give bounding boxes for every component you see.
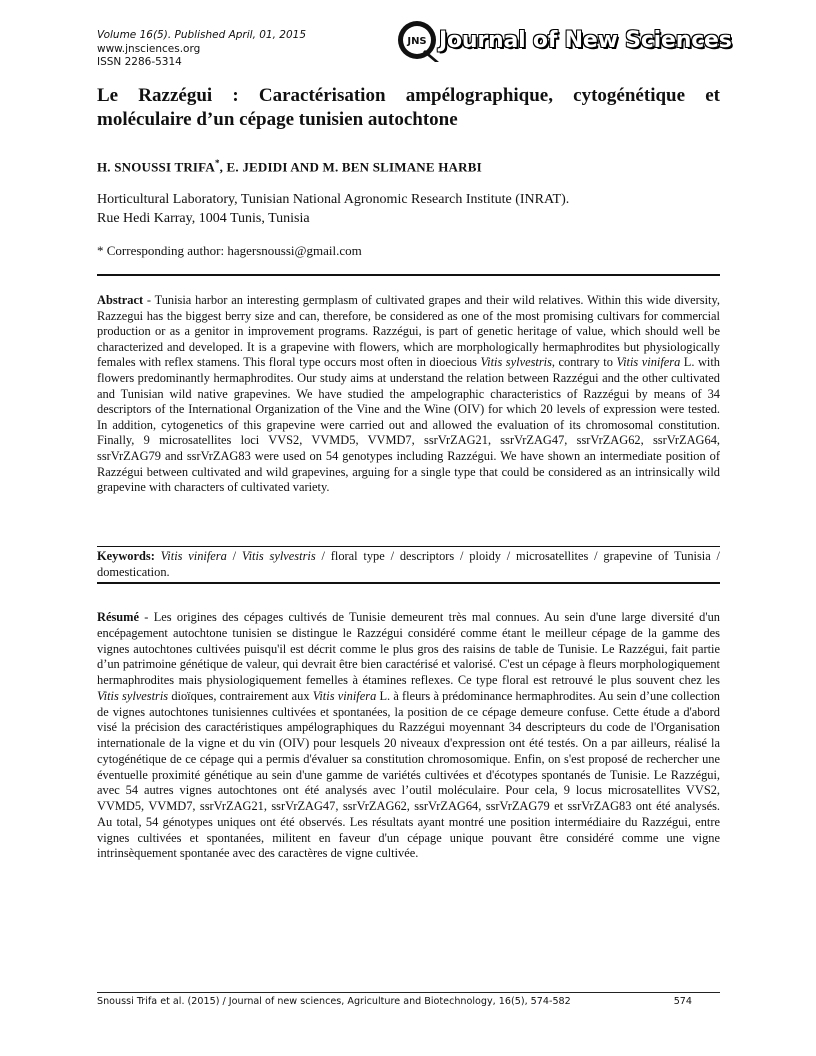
affiliation-line-1: Horticultural Laboratory, Tunisian National Agronomic Research Institute (INRAT). bbox=[97, 192, 570, 207]
resume-label: Résumé bbox=[97, 610, 139, 624]
keywords-rest: / floral type / descriptors / ploidy / microsatellites / grapevine of Tunisia / domestication. bbox=[97, 549, 721, 579]
journal-logo bbox=[395, 18, 732, 64]
resume-text-2: dioïques, contrairement aux bbox=[168, 688, 313, 703]
divider-abstract bbox=[97, 546, 720, 547]
divider-keywords bbox=[97, 582, 720, 584]
jns-badge-icon bbox=[395, 16, 443, 64]
journal-meta bbox=[97, 29, 306, 70]
footer-citation: Snoussi Trifa et al. (2015) / Journal of new sciences, Agriculture and Biotechnology, 16(5), 574-582 bbox=[97, 996, 571, 1007]
abstract bbox=[97, 293, 720, 496]
resume-text-1: - Les origines des cépages cultivés de Tunisie demeurent très mal connues. Au sein d'une large diversité d'un encépagement autochtone tunisien se distingue le Razzégui considéré comme étant le meilleur cépage de la gamme des vignes autochtones cultivées puisqu'il est décrit comme le plus gros des raisins de table de Tunisie. Le Razzégui, fait partie d’un patrimoine génétique de valeur, qui devrait être bien caractérisé et valorisé. C'est un cépage à fleurs morphologiquement hermaphrodites mais physiologiquement femelles à étamines reflexes. Ce type floral est retrouvé le plus souvent chez les bbox=[97, 610, 720, 687]
affiliation-line-2: Rue Hedi Karray, 1004 Tunis, Tunisia bbox=[97, 211, 310, 226]
other-authors: , E. JEDIDI AND M. BEN SLIMANE HARBI bbox=[219, 159, 482, 175]
keywords-label: Keywords: bbox=[97, 549, 155, 563]
keyword-vitis-sylvestris: Vitis sylvestris bbox=[241, 549, 316, 563]
journal-website: www.jnsciences.org bbox=[97, 42, 201, 55]
footer-divider bbox=[97, 992, 720, 993]
abstract-vitis-vinifera: Vitis vinifera bbox=[616, 355, 681, 370]
journal-name: Journal of New Sciences bbox=[439, 28, 732, 53]
issn: ISSN 2286-5314 bbox=[97, 56, 182, 68]
keywords bbox=[97, 549, 720, 580]
affiliation bbox=[97, 190, 569, 228]
badge-text: JNS bbox=[407, 36, 427, 47]
resume bbox=[97, 610, 720, 862]
paper-title: Le Razzégui : Caractérisation ampélographique, cytogénétique et moléculaire d’un cépage tunisien autochtone bbox=[97, 85, 720, 130]
abstract-text-1: - Tunisia harbor an interesting germplasm of cultivated grapes and their wild relatives. Within this wide diversity, Razzegui has the biggest berry size and can, therefore, be considered as one of the most promising cultivars for commercial production or as a genitor in improvement programs. Razzégui, is part of genetic heritage of value, which should well be characterized and developed. It is a grapevine with flowers, which are morphologically hermaphrodites but physiologically females with reflex stamens. This floral type occurs most often in dioecious bbox=[97, 293, 720, 370]
corresponding-author: * Corresponding author: hagersnoussi@gmail.com bbox=[97, 243, 362, 258]
page-number: 574 bbox=[673, 996, 692, 1007]
divider-top bbox=[97, 274, 720, 276]
corresponding-mark: * bbox=[214, 158, 220, 168]
keyword-separator: / bbox=[226, 549, 242, 563]
resume-vitis-vinifera: Vitis vinifera bbox=[312, 688, 377, 703]
first-author: H. SNOUSSI TRIFA bbox=[97, 159, 215, 175]
keyword-vitis-vinifera: Vitis vinifera bbox=[160, 549, 227, 563]
volume-info: Volume 16(5). Published April, 01, 2015 bbox=[97, 29, 307, 41]
abstract-vitis-sylvestris: Vitis sylvestris bbox=[480, 355, 552, 370]
abstract-text-2: , contrary to bbox=[551, 355, 617, 370]
abstract-label: Abstract bbox=[97, 293, 144, 307]
resume-vitis-sylvestris: Vitis sylvestris bbox=[97, 688, 169, 703]
resume-text-3: L. à fleurs à prédominance hermaphrodites. Au sein d’une collection de vignes autochtones tunisiennes cultivées et spontanées, la position de ce cépage demeure confuse. Cette étude a d'abord visé la précision des caractéristiques ampélographiques du Razzégui moyennant 34 descripteurs du code de l'Organisation internationale de la vigne et du vin (OIV) pour lesquels 20 niveaux d'expression ont été testés. On a par ailleurs, réalisé la cytogénétique de ce cépage qui a permis d'évaluer sa constitution chromosomique. Enfin, on s'est proposé de rechercher une éventuelle proximité génétique au sein d'une gamme de variétés cultivées et d'écotypes spontanés de Tunisie. Le Razzégui, avec 54 autres vignes autochtones ont été analysés avec l’outil moléculaire. Pour cela, 9 locus microsatellites VVS2, VVMD5, VVMD7, ssrVrZAG21, ssrVrZAG47, ssrVrZAG62, ssrVrZAG64, ssrVrZAG79 et ssrVrZAG83 ont été analysés. Au total, 54 génotypes uniques ont été observés. Les résultats ayant montré une position intermédiaire du Razzégui, entre vignes cultivées et spontanées, militent en faveur d'un cépage unique pouvant être considéré comme une vigne intrinsèquement spontanée avec des caractères de vigne cultivée. bbox=[97, 688, 721, 861]
authors bbox=[97, 158, 482, 175]
abstract-text-3: L. with flowers predominantly hermaphrodites. Our study aims at understand the relation between Razzégui and the other cultivated and Tunisian wild native grapevines. We have studied the ampelographic characteristics of Razzégui by means of 34 descriptors of the International Organization of the Vine and the Wine (OIV) for which 20 levels of expression were tested. In addition, cytogenetics of this grapevine were carried out and allowed the evaluation of its chromosomal constitution. Finally, 9 microsatellites loci VVS2, VVMD5, VVMD7, ssrVrZAG21, ssrVrZAG47, ssrVrZAG62, ssrVrZAG64, ssrVrZAG79 and ssrVrZAG83 were used on 54 genotypes including Razzégui. We have shown an intermediate position of Razzégui between cultivated and wild grapevines, arguing for a single type that could be considered as an intrinsically wild grapevine with characters of cultivated variety. bbox=[97, 355, 720, 495]
